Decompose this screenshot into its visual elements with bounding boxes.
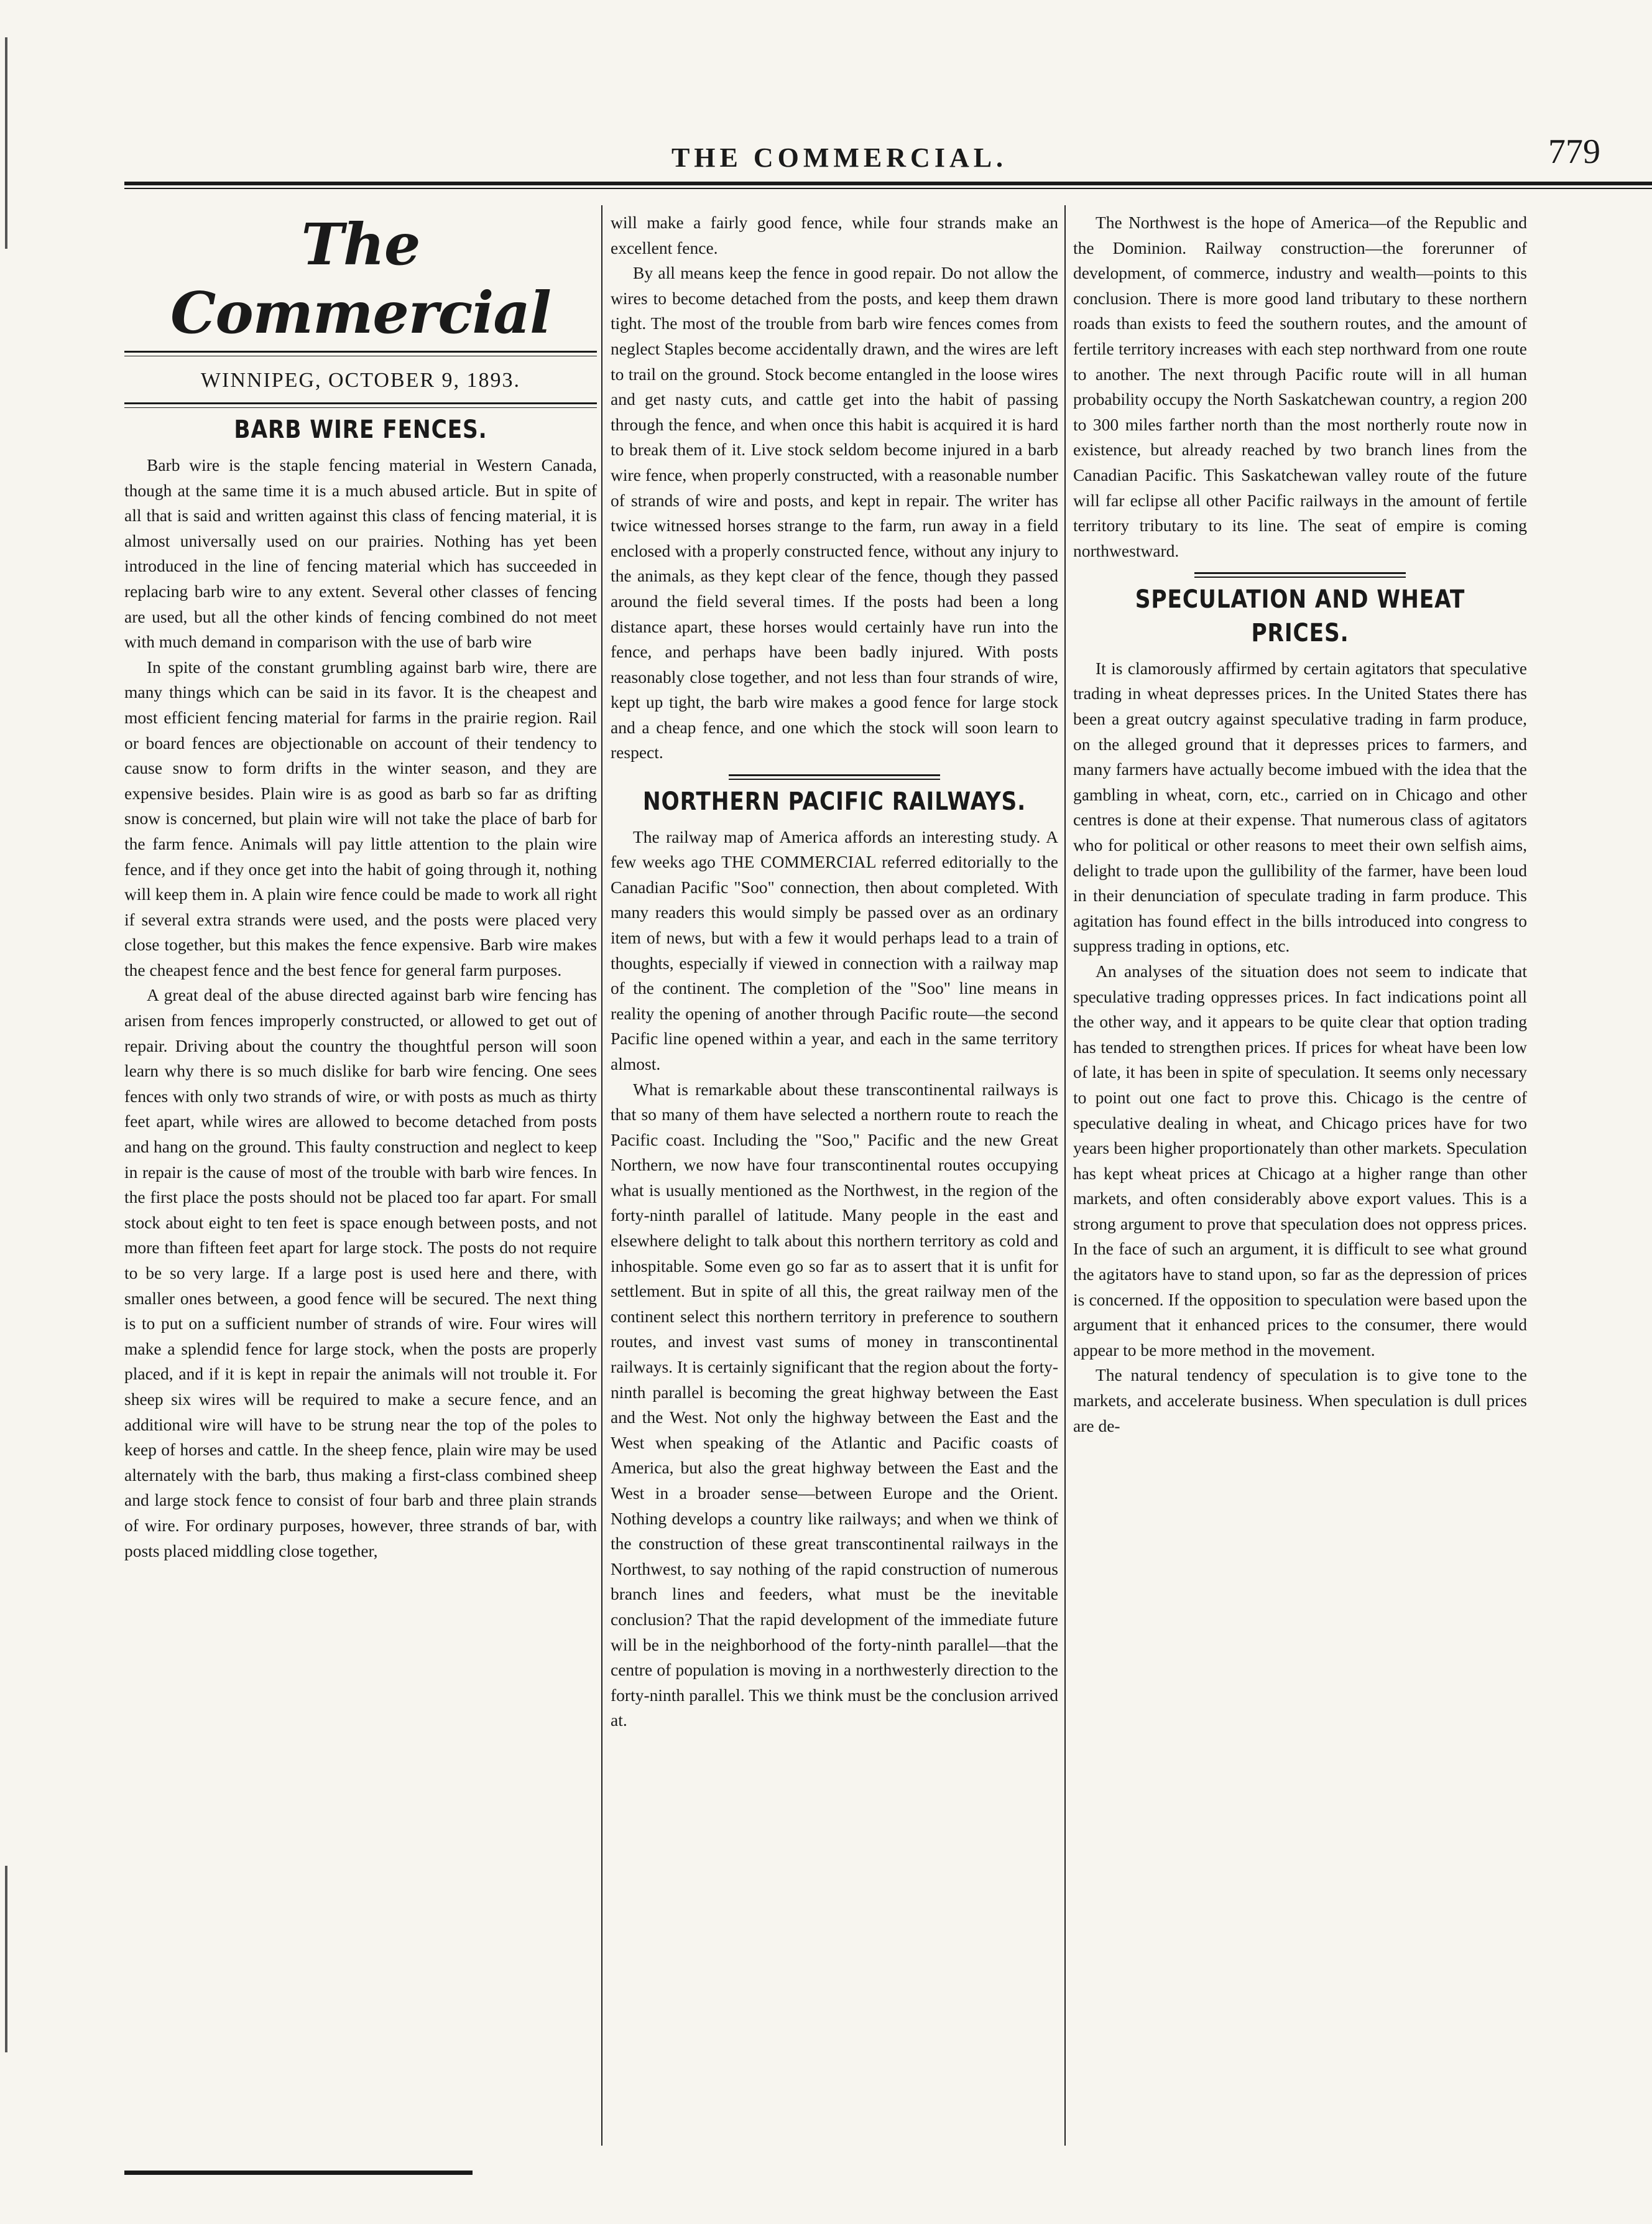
dateline: WINNIPEG, OCTOBER 9, 1893. xyxy=(200,369,521,392)
paragraph: will make a fairly good fence, while four strands make an excellent fence. xyxy=(611,213,1058,257)
headline-speculation: SPECULATION AND WHEAT PRICES. xyxy=(1135,585,1465,647)
paragraph: The Northwest is the hope of America—of the Republic and the Dominion. Railway construction—the forerunner of development, of commerce, industry and wealth—points to this conclusion. There is more good land tributary to these northern roads than exists to feed the southern routes, and the amount of fertile territory increases with each step northward from one route to another. The next through Pacific route will in all human probability occupy the North Saskatchewan country, a region 200 to 300 miles farther north than the most northerly route now in existence, but already reached by two branch lines from the Canadian Pacific. This Saskatchewan valley route of the future will far eclipse all other Pacific railways in the amount of fertile territory tributary to its line. The seat of empire is coming northwestward. xyxy=(1073,213,1527,560)
header-rule-thin xyxy=(124,188,1652,189)
headline-barb-wire: BARB WIRE FENCES. xyxy=(234,415,487,444)
column-separator xyxy=(601,205,602,2146)
masthead-title: The Commercial xyxy=(170,211,551,346)
paragraph: The railway map of America affords an interesting study. A few weeks ago THE COMMERCIAL referred editorially to the Canadian Pacific "Soo" connection, then about completed. With many readers this would simply be passed over as an ordinary item of news, but with a few it would perhaps lead to a train of thoughts, especially if viewed in connection with a railway map of the continent. The completion of the "Soo" line means in reality the opening of another through Pacific route—the second Pacific line opened within a year, and each in the same territory almost. xyxy=(611,827,1058,1073)
paragraph: Barb wire is the staple fencing material in Western Canada, though at the same time it is a much abused article. But in spite of all that is said and written against this class of fencing material, it is almost universally used on our prairies. Nothing has yet been introduced in the line of fencing material which has succeeded in replacing barb wire to any extent. Several other classes of fencing are used, but all the other kinds of fencing combined do not meet with much demand in comparison with the use of barb wire xyxy=(124,455,597,652)
header-rule xyxy=(124,182,1652,185)
paragraph: A great deal of the abuse directed against barb wire fencing has arisen from fences improperly constructed, or allowed to get out of repair. Driving about the country the thoughtful person will soon learn why there is so much dislike for barb wire fencing. One sees fences with only two strands of wire, or with posts as much as thirty feet apart, while wires are allowed to become detached from posts and hang on the ground. This faulty construction and neglect to keep in repair is the cause of most of the trouble with barb wire fences. In the first place the posts should not be placed too far apart. For small stock about eight to ten feet is space enough between posts, and not more than fifteen feet apart for large stock. The posts do not require to be so very large. If a large post is used here and there, with smaller ones between, a good fence will be secured. The next thing is to put on a sufficient number of strands of wire. Four wires will make a splendid fence for large stock, when the posts are properly placed, and if it is kept in repair the animals will not trouble it. For sheep six wires will be required to make a secure fence, and an additional wire will have to be strung near the top of the poles to keep of horses and cattle. In the sheep fence, plain wire may be used alternately with the barb, thus making a first-class combined sheep and large stock fence to consist of four barb and three plain strands of wire. For ordinary purposes, however, three strands of bar, with posts placed middling close together, xyxy=(124,985,597,1560)
paragraph: An analyses of the situation does not seem to indicate that speculative trading oppresses prices. In fact indications point all the other way, and it appears to be quite clear that option trading has tended to strengthen prices. If prices for wheat have been low of late, it has been in spite of speculation. It seems only necessary to point out one fact to prove this. Chicago is the centre of speculative dealing in wheat, and Chicago prices have for two years been higher proportionately than other markets. Speculation has kept wheat prices at Chicago at a higher range than other markets, and often considerably above export values. This is a strong argument to prove that speculation does not oppress prices. In the face of such an argument, it is difficult to see what ground the agitators have to stand upon, so far as the depression of prices is concerned. If the opposition to speculation were based upon the argument that it enhanced prices to the consumer, there would appear to be more method in the movement. xyxy=(1073,961,1527,1360)
column-1 xyxy=(124,210,597,2151)
paragraph: The natural tendency of speculation is to give tone to the markets, and accelerate business. When speculation is dull prices are de- xyxy=(1073,1365,1527,1435)
column-separator xyxy=(1064,205,1066,2146)
paragraph: In spite of the constant grumbling against barb wire, there are many things which can be said in its favor. It is the cheapest and most efficient fencing material for farms in the prairie region. Rail or board fences are objectionable on account of their tendency to cause snow to form drifts in the winter season, and they are expensive besides. Plain wire is as good as barb so far as drifting snow is concerned, but plain wire will not take the place of barb for the farm fence. Animals will pay little attention to the plain wire fence, and if they once get into the habit of going through it, nothing will keep them in. A plain wire fence could be made to work all right if several extra strands were used, and the posts were placed very close together, but this makes the fence expensive. Barb wire makes the cheapest fence and the best fence for general farm purposes. xyxy=(124,657,597,980)
article-divider xyxy=(1194,572,1406,574)
column-3 xyxy=(1073,210,1527,2151)
footer-rule xyxy=(124,2171,473,2175)
article-divider xyxy=(729,774,940,776)
paragraph: By all means keep the fence in good repair. Do not allow the wires to become detached from the posts, and keep them drawn tight. The most of the trouble from barb wire fences comes from neglect Staples become accidentally drawn, and the wires are left to trail on the ground. Stock become entangled in the loose wires and get nasty cuts, and cattle get into the habit of passing through the fence, and when once this habit is acquired it is hard to break them of it. Live stock seldom become injured in a barb wire fence, when properly constructed, with a reasonable number of strands of wire and posts, and kept in repair. The writer has twice witnessed horses strange to the farm, run away in a field enclosed with a properly constructed fence, without any injury to the animals, as they kept clear of the fence, though they passed around the field several times. If the posts had been a long distance apart, these horses would certainly have run into the fence, and perhaps have been badly injured. With posts reasonably close together, and not less than four strands of wire, kept up tight, the barb wire makes a good fence for large stock and a cheap fence, and one which the stock will soon learn to respect. xyxy=(611,263,1058,762)
headline-northern-pacific: NORTHERN PACIFIC RAILWAYS. xyxy=(642,787,1027,816)
running-head: THE COMMERCIAL. xyxy=(671,142,1008,173)
article-divider-thin xyxy=(1194,577,1406,578)
paragraph: It is clamorously affirmed by certain agitators that speculative trading in wheat depresses prices. In the United States there has been a great outcry against speculative trading in farm produce, on the alleged ground that it depresses prices to farmers, and many farmers have actually become imbued with the idea that the gambling in wheat, corn, etc., carried on in Chicago and other centres is done at their expense. That numerous class of agitators who for political or other reasons to meet their own selfish aims, delight to trade upon the gullibility of the farmer, have been loud in their denunciation of speculate trading in farm produce. This agitation has found effect in the bills introduced into congress to suppress trading in options, etc. xyxy=(1073,658,1527,956)
dateline-rule xyxy=(124,402,597,408)
masthead-rule xyxy=(124,351,597,356)
article-divider-thin xyxy=(729,779,940,780)
column-2 xyxy=(611,210,1058,2151)
scan-margin-mark xyxy=(5,37,7,249)
paragraph: What is remarkable about these transcontinental railways is that so many of them have selected a northern route to reach the Pacific coast. Including the "Soo," Pacific and the new Great Northern, we now have four transcontinental routes occupying what is usually mentioned as the Northwest, in the region of the forty-ninth parallel of latitude. Many people in the east and elsewhere delight to talk about this northern territory as cold and inhospitable. Some even go so far as to assert that it is unfit for settlement. But in spite of all this, the great railway men of the continent select this northern territory in preference to southern routes, and invest vast sums of money in transcontinental railways. It is certainly significant that the region about the forty-ninth parallel is becoming the great highway between the East and the West. Not only the highway between the East and the West when speaking of the Atlantic and Pacific coasts of America, but also the great highway between the East and the West in a broader sense—between Europe and the Orient. Nothing develops a country like railways; and when we think of the construction of these great transcontinental railways in the Northwest, to say nothing of the rapid construction of numerous branch lines and feeders, what must be the inevitable conclusion? That the rapid development of the immediate future will be in the neighborhood of the forty-ninth parallel—that the centre of population is moving in a northwesterly direction to the forty-ninth parallel. This we think must be the conclusion arrived at. xyxy=(611,1079,1058,1730)
page-number: 779 xyxy=(1548,132,1600,171)
scan-margin-mark xyxy=(5,1866,7,2052)
